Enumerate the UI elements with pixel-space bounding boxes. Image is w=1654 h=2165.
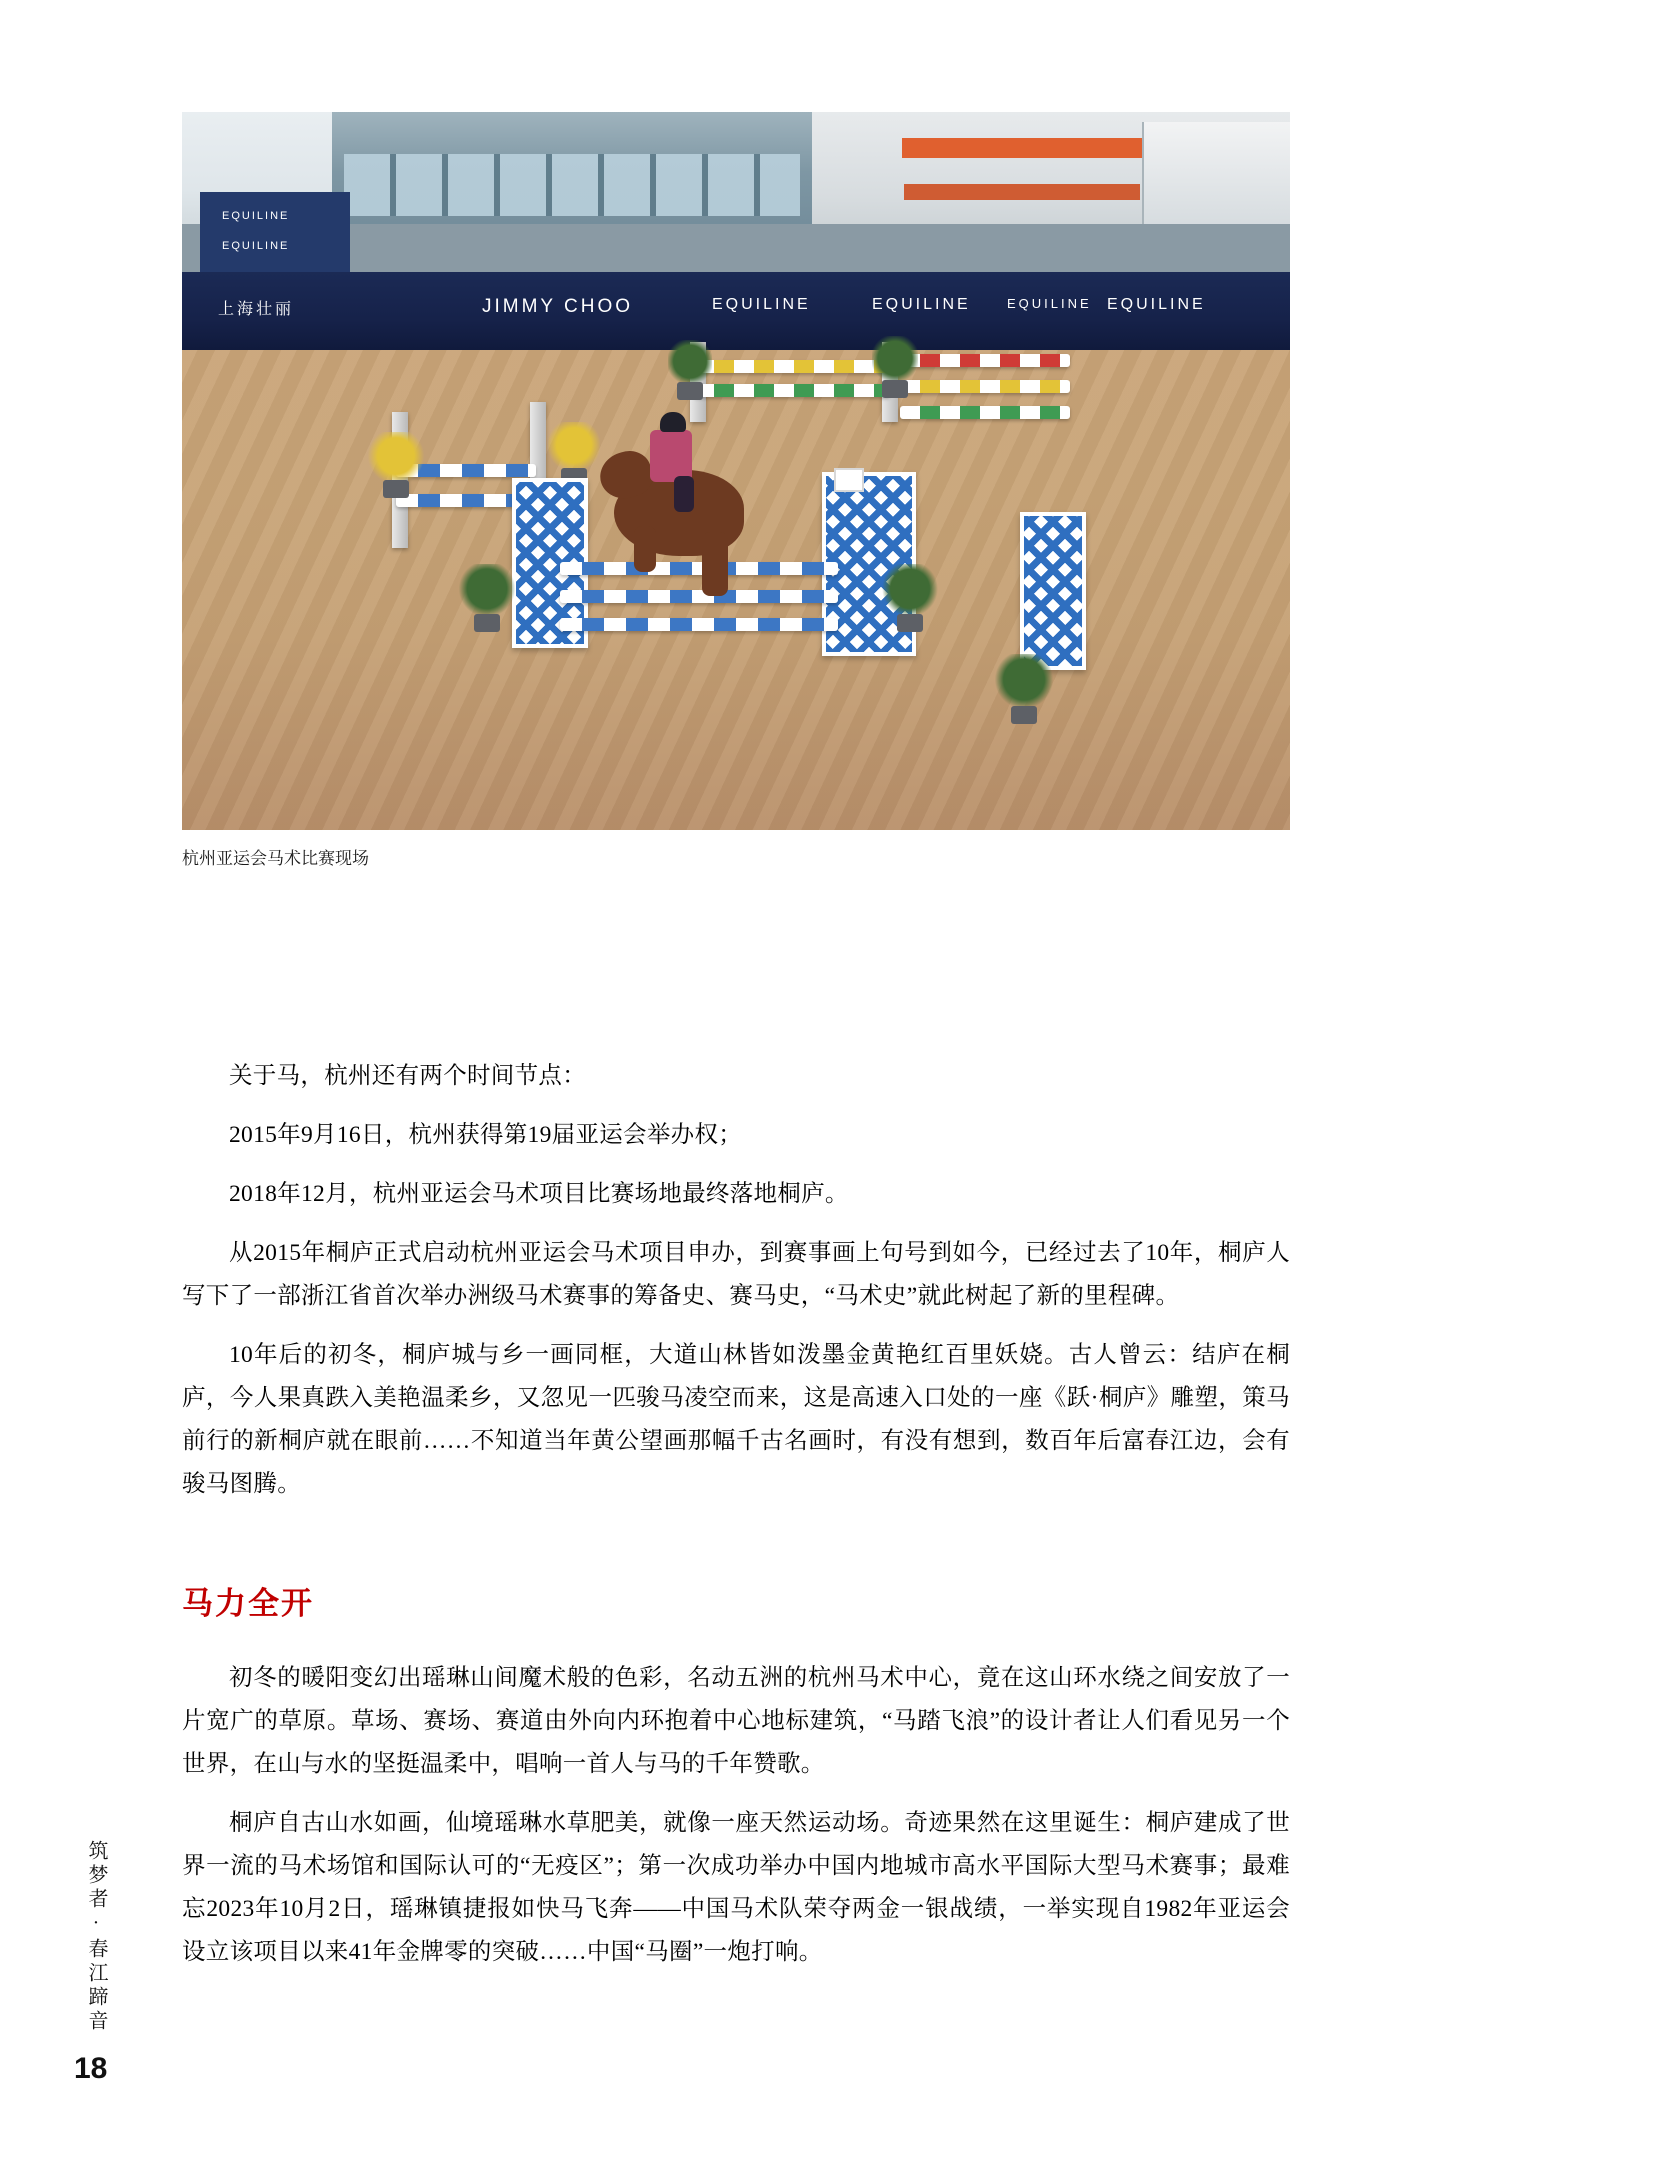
article-body <box>182 1055 1290 1990</box>
wall-logo-jimmy-choo: JIMMY CHOO <box>482 296 634 317</box>
decorative-plant-5 <box>994 654 1054 718</box>
jump-pole-back-3 <box>900 354 1070 367</box>
decorative-plant-4 <box>882 564 938 626</box>
rider-helmet <box>660 412 686 432</box>
wall-logo-equiline-4: EQUILINE <box>1107 296 1206 313</box>
jump-wing-far-right <box>1020 512 1086 670</box>
jump-pole-center-mid <box>560 590 838 603</box>
decorative-plant-3 <box>458 564 516 626</box>
equestrian-competition-photo <box>182 112 1290 830</box>
jump-pole-back-2 <box>694 384 890 397</box>
paragraph-5: 10年后的初冬，桐庐城与乡一画同框，大道山林皆如泼墨金黄艳红百里妖娆。古人曾云：结庐在桐庐，今人果真跌入美艳温柔乡，又忽见一匹骏马凌空而来，这是高速入口处的一座《跃·桐庐》雕塑，策马前行的新桐庐就在眼前……不知道当年黄公望画那幅千古名画时，有没有想到，数百年后富春江边，会有骏马图腾。 <box>182 1342 1290 1497</box>
flower-box-left-1 <box>368 432 424 492</box>
wall-logo-equiline-3: EQUILINE <box>1007 296 1092 311</box>
rider-boot <box>674 476 694 512</box>
jump-pole-back-5 <box>900 406 1070 419</box>
wall-logo-shanghai: 上海壮丽 <box>218 301 295 318</box>
jump-pole-center-bottom <box>560 618 838 631</box>
jump-pole-back-4 <box>900 380 1070 393</box>
banner-text-equiline-bottom: EQUILINE <box>222 240 290 252</box>
wall-logo-equiline-1: EQUILINE <box>712 296 811 313</box>
photo-banner-equiline-left <box>200 192 350 274</box>
running-side-title: 筑梦者·春江蹄音 <box>85 1840 107 2034</box>
paragraph-7: 桐庐自古山水如画，仙境瑶琳水草肥美，就像一座天然运动场。奇迹果然在这里诞生：桐庐建成了世界一流的马术场馆和国际认可的“无疫区”；第一次成功举办中国内地城市高水平国际大型马术赛事；最难忘2023年10月2日，瑶琳镇捷报如快马飞奔——中国马术队荣夺两金一银战绩，一举实现自1982年亚运会设立该项目以来41年金牌零的突破……中国“马圈”一炮打响。 <box>182 1810 1290 1965</box>
wall-logo-equiline-2: EQUILINE <box>872 296 971 313</box>
section-heading: 马力全开 <box>182 1586 314 1621</box>
horse-foreleg <box>634 526 656 572</box>
figure-caption: 杭州亚运会马术比赛现场 <box>182 849 369 868</box>
horse-hindleg <box>702 532 728 596</box>
rider <box>650 430 692 482</box>
paragraph-2: 2015年9月16日，杭州获得第19届亚运会举办权； <box>229 1122 743 1148</box>
figure-block <box>182 112 1290 869</box>
jump-pole-back-1 <box>694 360 890 373</box>
paragraph-6: 初冬的暖阳变幻出瑶琳山间魔术般的色彩，名动五洲的杭州马术中心，竟在这山环水绕之间安放了一片宽广的草原。草场、赛场、赛道由外向内环抱着中心地标建筑，“马踏飞浪”的设计者让人们看见另一个世界，在山与水的坚挺温柔中，唱响一首人与马的千年赞歌。 <box>182 1665 1290 1777</box>
decorative-plant-1 <box>668 340 712 394</box>
banner-text-equiline-top: EQUILINE <box>222 210 290 222</box>
decorative-plant-2 <box>872 336 918 392</box>
jump-pole-center-top <box>560 562 838 575</box>
jump-flag <box>834 468 864 492</box>
photo-arena-wall <box>182 272 1290 350</box>
paragraph-4: 从2015年桐庐正式启动杭州亚运会马术项目申办，到赛事画上句号到如今，已经过去了10年，桐庐人写下了一部浙江省首次举办洲级马术赛事的筹备史、赛马史，“马术史”就此树起了新的里程碑。 <box>182 1240 1290 1309</box>
page-number: 18 <box>74 2052 108 2085</box>
paragraph-3: 2018年12月，杭州亚运会马术项目比赛场地最终落地桐庐。 <box>229 1181 849 1207</box>
flower-box-left-2 <box>548 422 600 480</box>
paragraph-1: 关于马，杭州还有两个时间节点： <box>229 1063 586 1089</box>
